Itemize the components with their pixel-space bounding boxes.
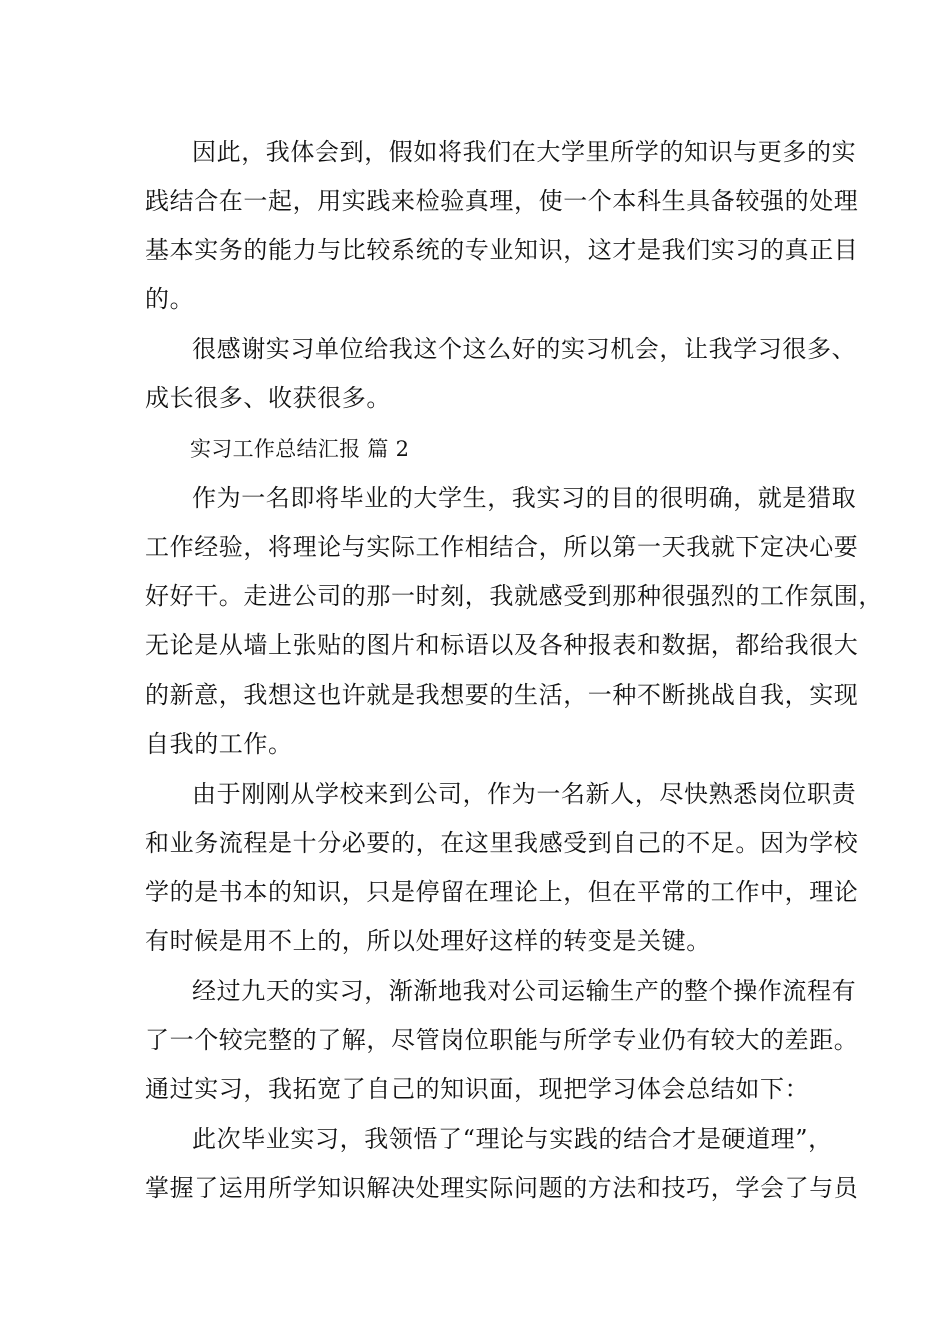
paragraph-5-line-3: 通过实习，我拓宽了自己的知识面，现把学习体会总结如下： <box>145 1075 810 1103</box>
paragraph-3-line-6: 自我的工作。 <box>145 730 293 758</box>
paragraph-3-line-2: 工作经验，将理论与实际工作相结合，所以第一天我就下定决心要 <box>145 533 859 561</box>
paragraph-4-line-2: 和业务流程是十分必要的，在这里我感受到自己的不足。因为学校 <box>145 829 859 857</box>
section-heading: 实习工作总结汇报 篇 2 <box>190 437 410 461</box>
paragraph-1-line-1: 因此，我体会到，假如将我们在大学里所学的知识与更多的实 <box>192 138 857 166</box>
paragraph-1-line-3: 基本实务的能力与比较系统的专业知识，这才是我们实习的真正目 <box>145 236 859 264</box>
paragraph-4-line-1: 由于刚刚从学校来到公司，作为一名新人，尽快熟悉岗位职责 <box>192 780 857 808</box>
paragraph-3-line-5: 的新意，我想这也许就是我想要的生活，一种不断挑战自我，实现 <box>145 681 859 709</box>
paragraph-3-line-4: 无论是从墙上张贴的图片和标语以及各种报表和数据，都给我很大 <box>145 631 859 659</box>
paragraph-5-line-1: 经过九天的实习，渐渐地我对公司运输生产的整个操作流程有 <box>192 977 857 1005</box>
paragraph-1-line-2: 践结合在一起，用实践来检验真理，使一个本科生具备较强的处理 <box>145 187 859 215</box>
paragraph-6-line-2: 掌握了运用所学知识解决处理实际问题的方法和技巧，学会了与员 <box>145 1174 859 1202</box>
paragraph-5-line-2: 了一个较完整的了解，尽管岗位职能与所学专业仍有较大的差距。 <box>145 1026 859 1054</box>
paragraph-4-line-3: 学的是书本的知识，只是停留在理论上，但在平常的工作中，理论 <box>145 878 859 906</box>
paragraph-6-line-1: 此次毕业实习，我领悟了“理论与实践的结合才是硬道理”， <box>192 1125 833 1153</box>
paragraph-4-line-4: 有时候是用不上的，所以处理好这样的转变是关键。 <box>145 927 711 955</box>
paragraph-2-line-1: 很感谢实习单位给我这个这么好的实习机会，让我学习很多、 <box>192 335 857 363</box>
paragraph-3-line-3: 好好干。走进公司的那一时刻，我就感受到那种很强烈的工作氛围， <box>145 582 883 610</box>
paragraph-2-line-2: 成长很多、收获很多。 <box>145 384 391 412</box>
paragraph-3-line-1: 作为一名即将毕业的大学生，我实习的目的很明确，就是猎取 <box>192 484 857 512</box>
paragraph-1-line-4: 的。 <box>145 285 195 313</box>
